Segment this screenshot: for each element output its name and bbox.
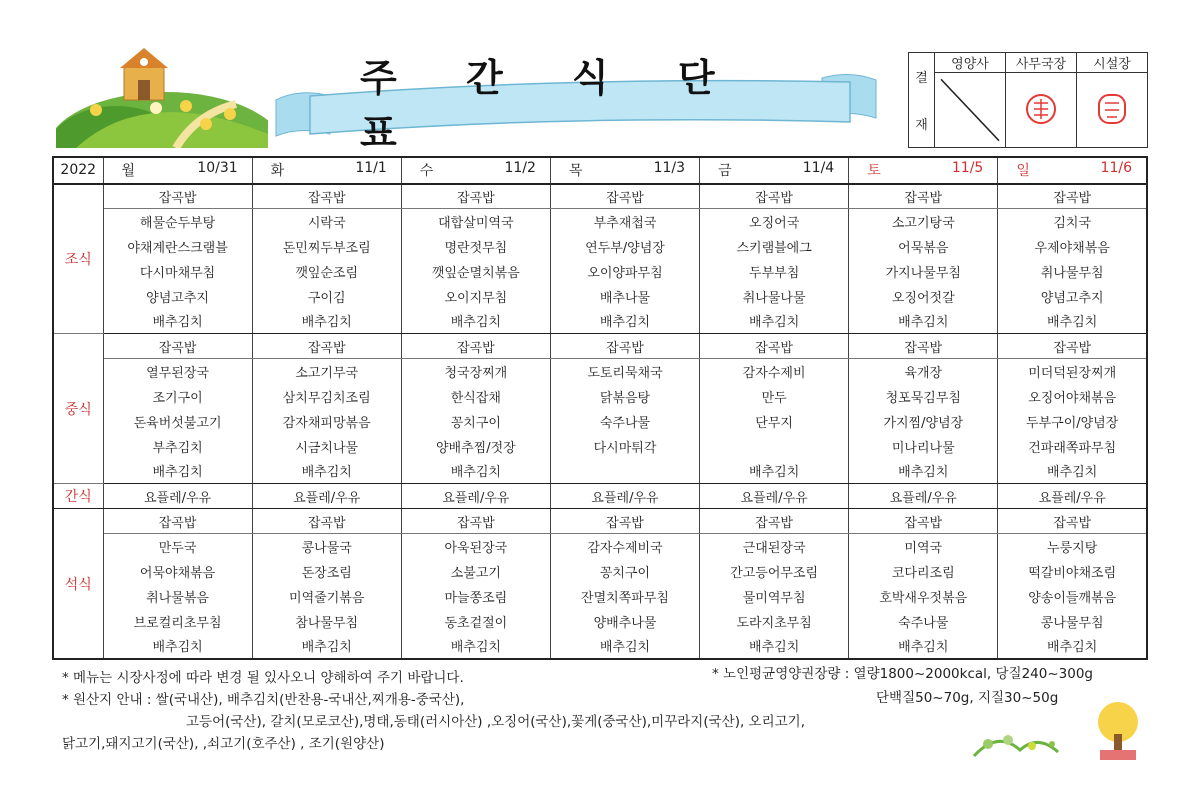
day-header (103, 157, 252, 184)
menu-item: 잡곡밥 (103, 509, 252, 534)
menu-item: 깻잎순조림 (252, 259, 401, 284)
day-date: 11/2 (504, 160, 536, 177)
menu-item: 미역줄기볶음 (252, 584, 401, 609)
menu-item: 호박새우젓볶음 (849, 584, 998, 609)
menu-item: 양념고추지 (998, 284, 1147, 309)
day-header (550, 157, 699, 184)
menu-item: 대합살미역국 (401, 209, 550, 234)
menu-item: 잡곡밥 (103, 334, 252, 359)
day-date: 11/5 (951, 160, 984, 177)
menu-item: 구이김 (252, 284, 401, 309)
menu-row (53, 534, 1147, 559)
menu-item: 요플레/우유 (401, 484, 550, 509)
menu-row (53, 459, 1147, 484)
menu-item: 가지찜/양념장 (849, 409, 998, 434)
day-name: 월 (121, 163, 136, 180)
menu-item: 만두 (700, 384, 849, 409)
menu-item: 가지나물무침 (849, 259, 998, 284)
menu-item: 시금치나물 (252, 434, 401, 459)
menu-item: 양념고추지 (103, 284, 252, 309)
menu-row (53, 559, 1147, 584)
menu-item: 오이지무침 (401, 284, 550, 309)
menu-item: 배추김치 (103, 309, 252, 334)
menu-item: 두부구이/양념장 (998, 409, 1147, 434)
menu-item: 꽁치구이 (401, 409, 550, 434)
approval-label (909, 53, 935, 147)
menu-item: 배추김치 (401, 634, 550, 659)
menu-item: 오징어젓갈 (849, 284, 998, 309)
menu-item: 명란젓무침 (401, 234, 550, 259)
approval-role: 사무국장 (1006, 53, 1076, 73)
menu-item: 잡곡밥 (849, 334, 998, 359)
school-hill-illustration (56, 44, 268, 148)
day-date: 11/3 (653, 160, 686, 177)
day-header (998, 157, 1147, 184)
approval-role: 영양사 (935, 53, 1005, 73)
year-cell: 2022 (53, 157, 103, 184)
menu-item: 오징어야채볶음 (998, 384, 1147, 409)
menu-item: 감자수제비 (700, 359, 849, 384)
day-date: 11/1 (355, 160, 387, 177)
menu-row (53, 409, 1147, 434)
menu-item: 잡곡밥 (103, 184, 252, 209)
menu-item: 취나물볶음 (103, 584, 252, 609)
menu-row (53, 634, 1147, 659)
menu-item: 돈육버섯불고기 (103, 409, 252, 434)
menu-row (53, 584, 1147, 609)
menu-item: 간고등어무조림 (700, 559, 849, 584)
menu-item: 만두국 (103, 534, 252, 559)
menu-item: 잡곡밥 (401, 334, 550, 359)
day-date: 10/31 (197, 160, 238, 177)
menu-item: 삼치무김치조림 (252, 384, 401, 409)
menu-item: 잡곡밥 (550, 509, 699, 534)
menu-item: 오이양파무침 (550, 259, 699, 284)
menu-item: 잡곡밥 (849, 509, 998, 534)
menu-item: 숙주나물 (849, 609, 998, 634)
approval-seal-stamp (1077, 73, 1147, 147)
menu-item: 배추나물 (550, 284, 699, 309)
menu-item: 누룽지탕 (998, 534, 1147, 559)
menu-item: 배추김치 (103, 459, 252, 484)
menu-item: 요플레/우유 (252, 484, 401, 509)
menu-item: 열무된장국 (103, 359, 252, 384)
menu-item: 잡곡밥 (252, 184, 401, 209)
menu-item: 어묵야채볶음 (103, 559, 252, 584)
menu-item: 마늘쫑조림 (401, 584, 550, 609)
menu-item: 잡곡밥 (998, 509, 1147, 534)
menu-item: 해물순두부탕 (103, 209, 252, 234)
menu-row (53, 209, 1147, 234)
meal-label: 석식 (53, 509, 103, 659)
menu-item: 배추김치 (252, 459, 401, 484)
meal-label: 중식 (53, 334, 103, 484)
menu-item: 배추김치 (700, 459, 849, 484)
menu-item: 콩나물무침 (998, 609, 1147, 634)
menu-row (53, 609, 1147, 634)
menu-item: 잡곡밥 (700, 509, 849, 534)
menu-item: 돈장조림 (252, 559, 401, 584)
day-name: 토 (867, 163, 881, 180)
menu-item: 잡곡밥 (849, 184, 998, 209)
day-header (849, 157, 998, 184)
day-header (700, 157, 849, 184)
menu-item: 두부부침 (700, 259, 849, 284)
menu-item: 취나물무침 (998, 259, 1147, 284)
menu-item: 숙주나물 (550, 409, 699, 434)
menu-item: 닭볶음탕 (550, 384, 699, 409)
menu-item: 감자채피망볶음 (252, 409, 401, 434)
menu-item: 스키램블에그 (700, 234, 849, 259)
day-name: 금 (718, 163, 732, 180)
menu-item: 어묵볶음 (849, 234, 998, 259)
menu-item: 요플레/우유 (998, 484, 1147, 509)
menu-item: 동초겉절이 (401, 609, 550, 634)
menu-item: 도라지초무침 (700, 609, 849, 634)
menu-item: 브로컬리초무침 (103, 609, 252, 634)
approval-director (1077, 53, 1147, 147)
menu-item: 배추김치 (401, 309, 550, 334)
menu-item: 잡곡밥 (998, 334, 1147, 359)
menu-item: 배추김치 (700, 634, 849, 659)
nutrition-note-line-2: 단백질50~70g, 지질30~50g (876, 690, 1059, 706)
menu-row (53, 309, 1147, 334)
menu-item: 소고기무국 (252, 359, 401, 384)
day-name: 목 (568, 163, 583, 180)
menu-item: 오징어국 (700, 209, 849, 234)
menu-item: 감자수제비국 (550, 534, 699, 559)
menu-item: 배추김치 (252, 309, 401, 334)
menu-item: 배추김치 (998, 634, 1147, 659)
menu-item: 취나물나물 (700, 284, 849, 309)
origin-note-line-3: 닭고기,돼지고기(국산), ,쇠고기(호주산) , 조기(원양산) (62, 736, 385, 752)
menu-item: 배추김치 (401, 459, 550, 484)
menu-item: 배추김치 (849, 634, 998, 659)
menu-item: 잡곡밥 (401, 509, 550, 534)
menu-item: 참나물무침 (252, 609, 401, 634)
menu-item: 물미역무침 (700, 584, 849, 609)
origin-note-line-1: * 원산지 안내 : 쌀(국내산), 배추김치(반찬용-국내산,찌개용-중국산), (62, 692, 465, 708)
menu-item: 연두부/양념장 (550, 234, 699, 259)
menu-item: 배추김치 (103, 634, 252, 659)
menu-item: 돈민찌두부조림 (252, 234, 401, 259)
menu-row (53, 434, 1147, 459)
menu-item: 잡곡밥 (401, 184, 550, 209)
menu-item: 깻잎순멸치볶음 (401, 259, 550, 284)
menu-row (53, 284, 1147, 309)
menu-row (53, 484, 1147, 509)
menu-item: 배추김치 (550, 634, 699, 659)
menu-item: 요플레/우유 (550, 484, 699, 509)
day-name: 일 (1016, 163, 1030, 180)
menu-item: 요플레/우유 (700, 484, 849, 509)
menu-item: 소불고기 (401, 559, 550, 584)
menu-item: 건파래쪽파무침 (998, 434, 1147, 459)
menu-item: 코다리조림 (849, 559, 998, 584)
menu-item: 미나리나물 (849, 434, 998, 459)
menu-item: 콩나물국 (252, 534, 401, 559)
menu-item: 김치국 (998, 209, 1147, 234)
menu-item: 요플레/우유 (103, 484, 252, 509)
menu-change-note: * 메뉴는 시장사정에 따라 변경 될 있사오니 양해하여 주기 바랍니다. (62, 670, 464, 686)
approval-seal-stamp (1006, 73, 1076, 147)
menu-item: 조기구이 (103, 384, 252, 409)
approval-signature-slash (935, 73, 1005, 147)
menu-item: 배추김치 (550, 309, 699, 334)
menu-row (53, 334, 1147, 359)
meal-label: 조식 (53, 184, 103, 334)
menu-item: 다시마채무침 (103, 259, 252, 284)
menu-item (550, 459, 699, 484)
menu-item: 양배추나물 (550, 609, 699, 634)
menu-item: 배추김치 (252, 634, 401, 659)
menu-item: 단무지 (700, 409, 849, 434)
menu-item: 근대된장국 (700, 534, 849, 559)
menu-item: 잡곡밥 (252, 509, 401, 534)
menu-row (53, 384, 1147, 409)
menu-item: 한식잡채 (401, 384, 550, 409)
menu-row (53, 184, 1147, 209)
menu-item: 꽁치구이 (550, 559, 699, 584)
approval-label-top: 결 (915, 71, 928, 86)
approval-label-bottom: 재 (915, 118, 928, 133)
menu-item: 미역국 (849, 534, 998, 559)
menu-item: 아욱된장국 (401, 534, 550, 559)
menu-item: 청국장찌개 (401, 359, 550, 384)
menu-item: 소고기탕국 (849, 209, 998, 234)
menu-item: 청포묵김무침 (849, 384, 998, 409)
menu-item: 배추김치 (700, 309, 849, 334)
menu-item: 우제야채볶음 (998, 234, 1147, 259)
menu-item: 잡곡밥 (998, 184, 1147, 209)
menu-item: 시락국 (252, 209, 401, 234)
menu-item: 다시마튀각 (550, 434, 699, 459)
approval-office-manager (1006, 53, 1077, 147)
menu-item: 잡곡밥 (700, 334, 849, 359)
menu-item: 도토리묵채국 (550, 359, 699, 384)
menu-item (700, 434, 849, 459)
nutrition-note-line-1: * 노인평균영양권장량 : 열량1800~2000kcal, 당질240~300g (712, 666, 1093, 682)
day-date: 11/4 (802, 160, 835, 177)
menu-item: 배추김치 (849, 459, 998, 484)
day-header (252, 157, 401, 184)
day-name: 화 (270, 163, 285, 180)
page-title: 주 간 식 단 표 (360, 56, 743, 155)
menu-item: 육개장 (849, 359, 998, 384)
menu-item: 부추재첩국 (550, 209, 699, 234)
menu-item: 양송이들깨볶음 (998, 584, 1147, 609)
menu-item: 잡곡밥 (252, 334, 401, 359)
approval-nutritionist (935, 53, 1006, 147)
day-header-row (53, 157, 1147, 184)
menu-item: 떡갈비야채조림 (998, 559, 1147, 584)
menu-item: 양배추찜/젓장 (401, 434, 550, 459)
menu-item: 부추김치 (103, 434, 252, 459)
menu-row (53, 234, 1147, 259)
menu-row (53, 359, 1147, 384)
menu-item: 잡곡밥 (550, 334, 699, 359)
approval-role: 시설장 (1077, 53, 1147, 73)
day-header (401, 157, 550, 184)
menu-row (53, 259, 1147, 284)
day-name: 수 (419, 163, 434, 180)
menu-item: 미더덕된장찌개 (998, 359, 1147, 384)
origin-note-line-2: 고등어(국산), 갈치(모로코산),명태,동태(러시아산) ,오징어(국산),꽃게(중국산),미꾸라지(국산), 오리고기, (186, 714, 806, 730)
menu-item: 잡곡밥 (700, 184, 849, 209)
approval-box (908, 52, 1148, 148)
flower-tree-decoration (968, 700, 1148, 764)
meal-label: 간식 (53, 484, 103, 509)
menu-item: 요플레/우유 (849, 484, 998, 509)
weekly-menu-table (52, 156, 1148, 660)
menu-item: 야채계란스크램블 (103, 234, 252, 259)
menu-item: 잔멸치쪽파무침 (550, 584, 699, 609)
menu-item: 배추김치 (849, 309, 998, 334)
menu-item: 배추김치 (998, 309, 1147, 334)
menu-item: 잡곡밥 (550, 184, 699, 209)
menu-row (53, 509, 1147, 534)
menu-item: 배추김치 (998, 459, 1147, 484)
day-date: 11/6 (1100, 160, 1132, 177)
